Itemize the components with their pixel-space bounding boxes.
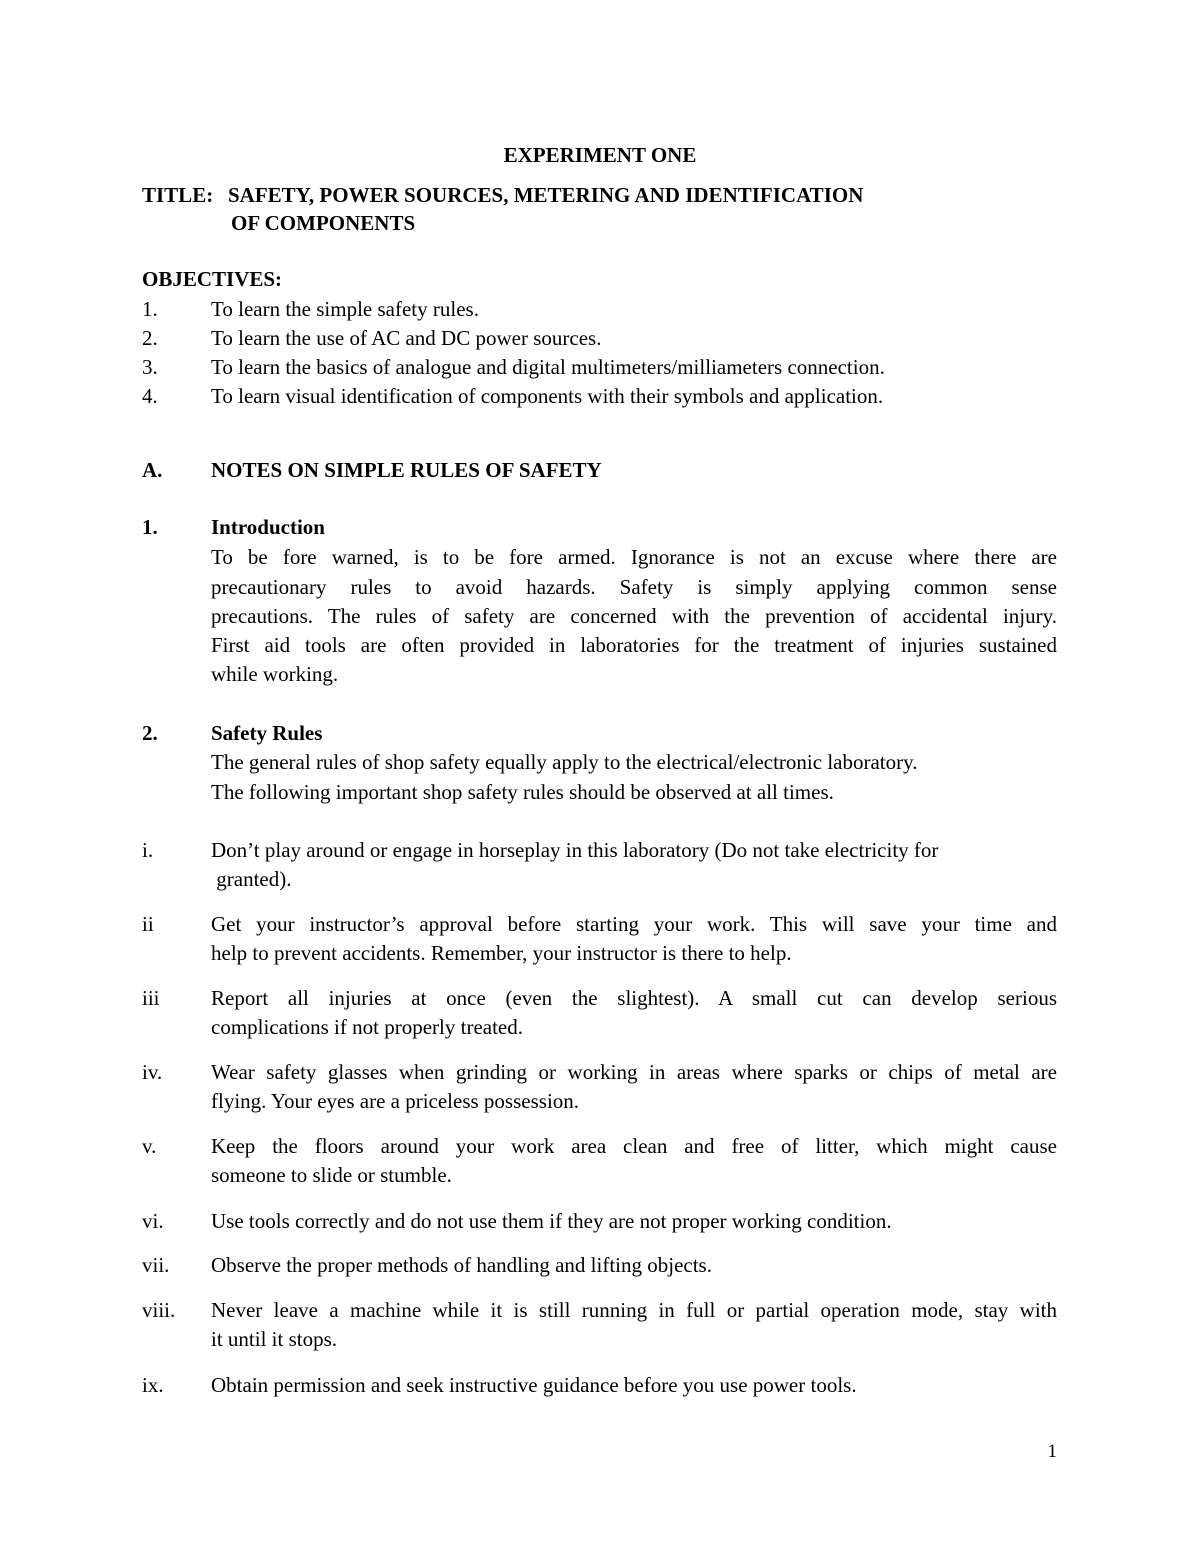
- objective-number: 4.: [142, 384, 158, 408]
- objective-text: To learn the basics of analogue and digital multimeters/milliameters connection.: [211, 355, 885, 379]
- title-line-1: SAFETY, POWER SOURCES, METERING AND IDENTIFICATION: [228, 183, 864, 207]
- intro-number: 1.: [142, 515, 158, 539]
- section-a-heading: NOTES ON SIMPLE RULES OF SAFETY: [211, 458, 602, 482]
- title-label: TITLE:: [142, 183, 214, 207]
- objective-text: To learn visual identification of components with their symbols and application.: [211, 384, 884, 408]
- safety-rules-heading: Safety Rules: [211, 721, 323, 745]
- intro-line: while working.: [211, 662, 339, 686]
- rule-number: viii.: [142, 1298, 176, 1322]
- objective-text: To learn the use of AC and DC power sources.: [211, 326, 602, 350]
- objective-text: To learn the simple safety rules.: [211, 297, 479, 321]
- intro-line: precautionary rules to avoid hazards. Safety is simply applying common sense: [211, 575, 1057, 599]
- rule-number: v.: [142, 1134, 157, 1158]
- safety-rules-line: The general rules of shop safety equally apply to the electrical/electronic laboratory.: [211, 750, 918, 774]
- rule-line: Wear safety glasses when grinding or working in areas where sparks or chips of metal are: [211, 1060, 1057, 1084]
- section-a-number: A.: [142, 458, 163, 482]
- rule-line: Never leave a machine while it is still running in full or partial operation mode, stay with: [211, 1298, 1057, 1322]
- rule-line: Obtain permission and seek instructive guidance before you use power tools.: [211, 1373, 857, 1397]
- rule-line: Observe the proper methods of handling and lifting objects.: [211, 1253, 712, 1277]
- safety-rules-line: The following important shop safety rules should be observed at all times.: [211, 780, 834, 804]
- rule-number: ix.: [142, 1373, 164, 1397]
- intro-line: precautions. The rules of safety are concerned with the prevention of accidental injury.: [211, 604, 1057, 628]
- safety-rules-number: 2.: [142, 721, 158, 745]
- rule-number: i.: [142, 838, 154, 862]
- rule-number: ii: [142, 912, 154, 936]
- intro-heading: Introduction: [211, 515, 325, 539]
- rule-number: vi.: [142, 1209, 164, 1233]
- objectives-heading: OBJECTIVES:: [142, 267, 283, 291]
- intro-line: First aid tools are often provided in laboratories for the treatment of injuries sustained: [211, 633, 1057, 657]
- rule-line: flying. Your eyes are a priceless possession.: [211, 1089, 580, 1113]
- rule-line: Get your instructor’s approval before starting your work. This will save your time and: [211, 912, 1057, 936]
- objective-number: 3.: [142, 355, 158, 379]
- rule-number: iv.: [142, 1060, 163, 1084]
- rule-number: iii: [142, 986, 160, 1010]
- rule-line: someone to slide or stumble.: [211, 1163, 452, 1187]
- objective-number: 1.: [142, 297, 158, 321]
- intro-line: To be fore warned, is to be fore armed. Ignorance is not an excuse where there are: [211, 545, 1057, 569]
- rule-line: Keep the floors around your work area clean and free of litter, which might cause: [211, 1134, 1057, 1158]
- rule-line: it until it stops.: [211, 1327, 338, 1351]
- rule-line: Report all injuries at once (even the slightest). A small cut can develop serious: [211, 986, 1057, 1010]
- rule-line: granted).: [211, 867, 292, 891]
- rule-line: complications if not properly treated.: [211, 1015, 523, 1039]
- rule-line: help to prevent accidents. Remember, your instructor is there to help.: [211, 941, 792, 965]
- experiment-heading: EXPERIMENT ONE: [503, 143, 697, 167]
- title-line-2: OF COMPONENTS: [231, 211, 416, 235]
- rule-line: Don’t play around or engage in horseplay in this laboratory (Do not take electricity for: [211, 838, 939, 862]
- page-number: 1: [1047, 1441, 1057, 1462]
- rule-line: Use tools correctly and do not use them if they are not proper working condition.: [211, 1209, 892, 1233]
- objective-number: 2.: [142, 326, 158, 350]
- rule-number: vii.: [142, 1253, 170, 1277]
